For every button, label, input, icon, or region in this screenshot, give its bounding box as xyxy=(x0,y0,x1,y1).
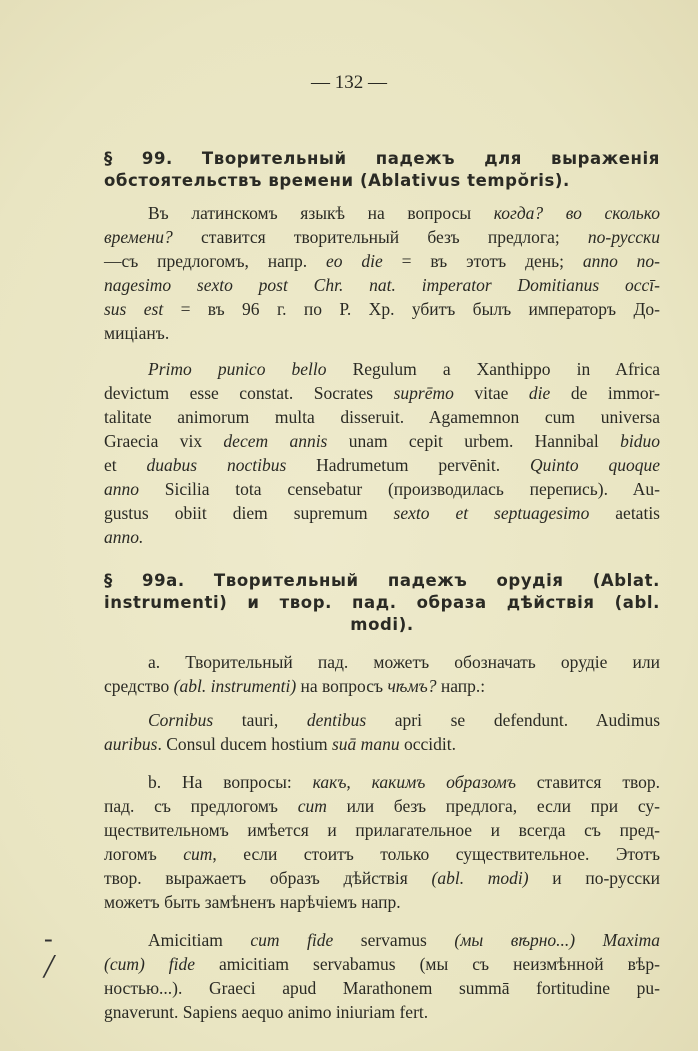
text: vitae xyxy=(453,383,529,403)
section-99-rule-line xyxy=(104,250,660,272)
margin-dash-mark: - xyxy=(44,924,53,953)
text: a. Творительный пад. можетъ обозначать орудіе или xyxy=(148,652,660,672)
italic-text: Quinto quoque xyxy=(529,455,660,475)
section-99-rule-line xyxy=(104,322,660,344)
text: = въ этотъ день; xyxy=(382,251,583,271)
section-99-examples-line xyxy=(104,526,660,548)
section-99-examples-line xyxy=(104,430,660,452)
section-99-examples-line xyxy=(104,454,660,476)
text: ставится творительный безъ предлога; xyxy=(172,227,588,247)
text: servamus xyxy=(333,930,455,950)
section-99-examples-line xyxy=(104,502,660,524)
section-99a-part-a-line xyxy=(104,675,660,697)
italic-text: чѣмъ? xyxy=(387,676,437,696)
text: de immor- xyxy=(550,383,660,403)
section-99-rule-line xyxy=(104,226,660,248)
text: et xyxy=(104,455,147,475)
italic-text: dentibus xyxy=(306,710,367,730)
text: . Consul ducem hostium xyxy=(157,734,332,754)
text: Sicilia tota censebatur (производилась перепись). Au- xyxy=(139,479,660,499)
text: ностью...). Graeci apud Marathonem summā fortitudine pu- xyxy=(104,978,660,998)
italic-text: по-русски xyxy=(587,227,660,247)
text: твор. выражаетъ образъ дѣйствія xyxy=(104,868,432,888)
italic-text: Cornibus xyxy=(148,710,214,730)
section-99a-examples-b-line xyxy=(104,977,660,999)
text: и по-русски xyxy=(528,868,660,888)
text: talitate animorum multa disseruit. Agamemnon cum universa xyxy=(104,407,660,427)
text: —съ предлогомъ, напр. xyxy=(104,251,326,271)
text: ществительномъ имѣется и прилагательное и всегда съ пред- xyxy=(104,820,660,840)
italic-text: auribus xyxy=(104,734,158,754)
section-99a-part-b-line xyxy=(104,891,660,913)
section-99-examples-line xyxy=(104,382,660,404)
text: напр.: xyxy=(436,676,486,696)
text: instrumenti) и твор. пад. образа дѣйствія (abl. xyxy=(104,593,660,612)
italic-text: eo die xyxy=(325,251,383,271)
text: amicitiam servabamus (мы съ неизмѣнной вѣр- xyxy=(195,954,660,974)
italic-text: nagesimo sexto post Chr. nat. imperator Domitianus occī- xyxy=(104,275,660,295)
italic-text: sexto et septuagesimo xyxy=(393,503,590,523)
text: пад. съ предлогомъ xyxy=(104,796,298,816)
text: aetatis xyxy=(589,503,660,523)
text: Hadrumetum pervēnit. xyxy=(286,455,530,475)
italic-text: anno xyxy=(104,479,139,499)
section-99-heading-line xyxy=(104,170,660,192)
text: tauri, xyxy=(213,710,307,730)
section-99a-examples-b-line xyxy=(104,1001,660,1023)
text: или безъ предлога, если при су- xyxy=(326,796,660,816)
section-99a-part-a-line xyxy=(148,651,660,673)
section-99a-part-b-line xyxy=(104,867,660,889)
text: § 99. Творительный падежъ для выраженія xyxy=(104,149,660,168)
italic-text: (abl. instrumenti) xyxy=(173,676,297,696)
section-99a-heading-line xyxy=(104,570,660,592)
section-99a-heading-line xyxy=(104,614,660,636)
section-99-rule-line xyxy=(104,298,660,320)
section-99a-examples-a-line xyxy=(148,709,660,731)
text: на вопросъ xyxy=(296,676,388,696)
section-99a-heading-line xyxy=(104,592,660,614)
italic-text: sus est xyxy=(104,299,164,319)
section-99a-part-b-line xyxy=(148,771,660,793)
italic-text: времени? xyxy=(104,227,173,247)
section-99a-examples-a-line xyxy=(104,733,660,755)
italic-text: die xyxy=(528,383,551,403)
section-99-rule-line xyxy=(148,202,660,224)
italic-text: cum fide xyxy=(250,930,334,950)
text: логомъ xyxy=(104,844,184,864)
italic-text: cum xyxy=(183,844,213,864)
text: Amicitiam xyxy=(148,930,251,950)
italic-text: anno. xyxy=(104,527,144,547)
section-99-examples-line xyxy=(104,406,660,428)
italic-text: (cum) fide xyxy=(104,954,196,974)
italic-text: duabus noctibus xyxy=(146,455,287,475)
italic-text: Primo punico bello xyxy=(148,359,327,379)
italic-text: suā manu xyxy=(332,734,400,754)
text: gustus obiit diem supremum xyxy=(104,503,394,523)
italic-text: biduo xyxy=(620,431,660,451)
section-99a-part-b-line xyxy=(104,795,660,817)
section-99-examples-line xyxy=(148,358,660,380)
text: Graecia vix xyxy=(104,431,224,451)
page-number: — 132 — xyxy=(311,72,387,93)
text: occidit. xyxy=(399,734,456,754)
text: Въ латинскомъ языкѣ на вопросы xyxy=(148,203,494,223)
text: ставится твор. xyxy=(515,772,660,792)
text: devictum esse constat. Socrates xyxy=(104,383,394,403)
text: gnaverunt. Sapiens aequo animo iniuriam fert. xyxy=(104,1002,429,1022)
italic-text: когда? во сколько xyxy=(493,203,660,223)
text: § 99a. Творительный падежъ орудія (Ablat. xyxy=(104,571,660,590)
section-99a-part-b-line xyxy=(104,843,660,865)
text: apri se defendunt. Audimus xyxy=(366,710,661,730)
italic-text: anno no- xyxy=(582,251,660,271)
text: = въ 96 г. по Р. Хр. убитъ былъ императоръ До- xyxy=(163,299,660,319)
italic-text: какъ, какимъ образомъ xyxy=(312,772,516,792)
section-99a-part-b-line xyxy=(104,819,660,841)
section-99a-examples-b-line xyxy=(104,953,660,975)
section-99-rule-line xyxy=(104,274,660,296)
italic-text: (мы вѣрно...) Maxima xyxy=(454,930,660,950)
italic-text: decem annis xyxy=(223,431,328,451)
italic-text: cum xyxy=(297,796,327,816)
text: Regulum a Xanthippo in Africa xyxy=(326,359,660,379)
section-99a-examples-b-line xyxy=(148,929,660,951)
text: , если стоитъ только существительное. Этотъ xyxy=(212,844,661,864)
text: b. На вопросы: xyxy=(148,772,313,792)
text: modi). xyxy=(350,615,414,634)
text: средство xyxy=(104,676,174,696)
section-99-heading-line xyxy=(104,148,660,170)
text: миціанъ. xyxy=(104,323,170,343)
text: unam cepit urbem. Hannibal xyxy=(327,431,621,451)
text: можетъ быть замѣненъ нарѣчіемъ напр. xyxy=(104,892,401,912)
text: обстоятельствъ времени (Ablativus tempŏris). xyxy=(104,171,570,190)
italic-text: suprēmo xyxy=(393,383,454,403)
margin-slash-mark: / xyxy=(44,948,54,985)
italic-text: (abl. modi) xyxy=(431,868,529,888)
section-99-examples-line xyxy=(104,478,660,500)
